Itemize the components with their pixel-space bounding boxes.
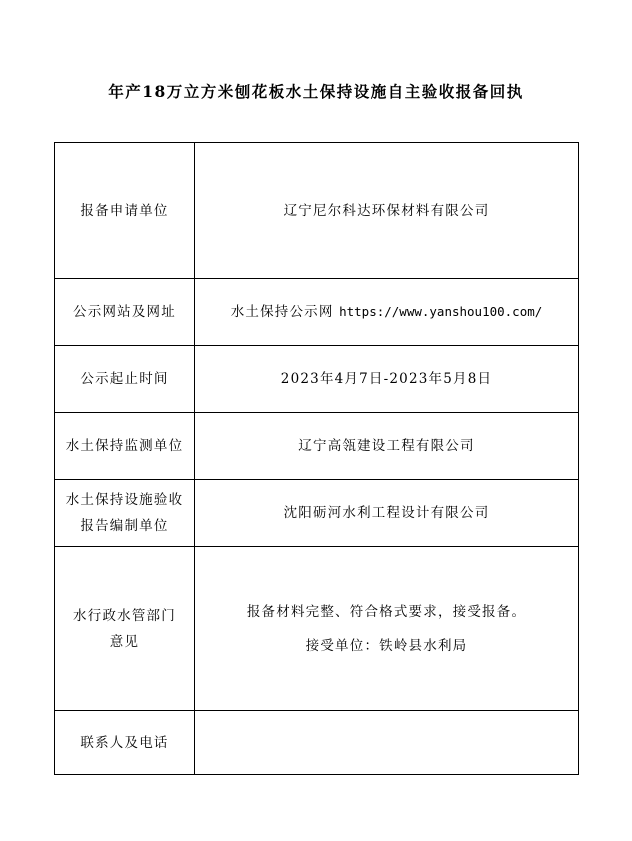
- website-name: 水土保持公示网: [230, 304, 334, 320]
- label-opinion-line2: 意见: [109, 633, 140, 650]
- value-report-unit: 沈阳砺河水利工程设计有限公司: [195, 480, 579, 547]
- table-row-contact: [55, 711, 579, 775]
- value-website: [195, 279, 579, 346]
- value-opinion: [195, 547, 579, 711]
- table-row-applicant: [55, 143, 579, 279]
- label-opinion-line1: 水行政水管部门: [73, 607, 176, 624]
- value-contact: [195, 711, 579, 775]
- table-row-website: [55, 279, 579, 346]
- label-contact: 联系人及电话: [55, 711, 195, 775]
- label-monitor: 水土保持监测单位: [55, 413, 195, 480]
- website-url[interactable]: https://www.yanshou100.com/: [339, 304, 543, 319]
- label-opinion: [55, 547, 195, 711]
- opinion-text: 报备材料完整、符合格式要求，接受报备。: [246, 603, 527, 620]
- label-applicant: 报备申请单位: [55, 143, 195, 279]
- label-report-unit-line1: 水土保持设施验收: [65, 492, 184, 508]
- table-row-opinion: [55, 547, 579, 711]
- table-row-period: [55, 346, 579, 413]
- receipt-table: [54, 142, 579, 775]
- label-report-unit-line2: 报告编制单位: [80, 518, 169, 534]
- value-period: 2023年4月7日-2023年5月8日: [195, 346, 579, 413]
- table-row-report-unit: [55, 480, 579, 547]
- value-monitor: 辽宁高瓴建设工程有限公司: [195, 413, 579, 480]
- document-title: 年产18万立方米刨花板水土保持设施自主验收报备回执: [108, 82, 524, 101]
- label-report-unit: [55, 480, 195, 547]
- value-applicant: 辽宁尼尔科达环保材料有限公司: [195, 143, 579, 279]
- label-website: 公示网站及网址: [55, 279, 195, 346]
- opinion-accepting-unit: 接受单位：铁岭县水利局: [305, 637, 468, 654]
- table-row-monitor: [55, 413, 579, 480]
- label-period: 公示起止时间: [55, 346, 195, 413]
